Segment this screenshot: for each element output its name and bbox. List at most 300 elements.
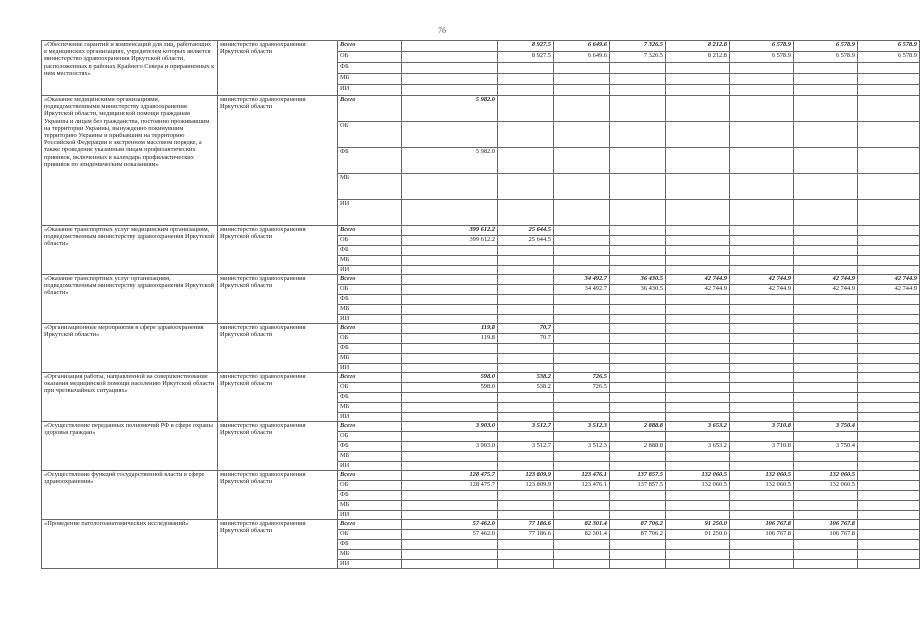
amount-cell	[554, 560, 610, 569]
amount-cell	[858, 471, 920, 481]
amount-cell	[498, 200, 554, 226]
amount-cell: 132 060.5	[794, 471, 858, 481]
amount-cell	[794, 491, 858, 501]
amount-cell	[402, 305, 498, 315]
amount-cell	[554, 550, 610, 560]
amount-cell	[610, 364, 666, 373]
amount-cell	[402, 452, 498, 462]
amount-cell: 132 060.5	[730, 481, 794, 491]
amount-cell	[730, 344, 794, 354]
amount-cell	[858, 491, 920, 501]
amount-cell: 399 612.2	[402, 236, 498, 246]
amount-cell: 3 710.8	[730, 422, 794, 432]
funding-source-label: МБ	[338, 354, 402, 364]
amount-cell	[402, 315, 498, 324]
amount-cell: 42 744.9	[666, 275, 730, 285]
amount-cell: 2 888.8	[610, 442, 666, 452]
amount-cell	[666, 383, 730, 393]
amount-cell	[554, 501, 610, 511]
amount-cell	[730, 354, 794, 364]
amount-cell	[610, 174, 666, 200]
amount-cell	[730, 266, 794, 275]
funding-source-label: ФБ	[338, 393, 402, 403]
amount-cell: 7 326.5	[610, 41, 666, 52]
amount-cell: 598.0	[402, 373, 498, 383]
funding-source-label: МБ	[338, 305, 402, 315]
amount-cell: 8 212.8	[666, 41, 730, 52]
executor-name: министерство здравоохранения Иркутской области	[218, 520, 338, 569]
amount-cell	[794, 148, 858, 174]
amount-cell	[554, 393, 610, 403]
amount-cell	[498, 246, 554, 256]
amount-cell	[794, 452, 858, 462]
amount-cell	[794, 236, 858, 246]
amount-cell: 8 212.8	[666, 52, 730, 63]
amount-cell	[666, 324, 730, 334]
amount-cell: 6 578.9	[858, 41, 920, 52]
amount-cell	[858, 122, 920, 148]
amount-cell	[858, 305, 920, 315]
amount-cell	[402, 275, 498, 285]
amount-cell	[402, 354, 498, 364]
amount-cell: 3 512.7	[498, 442, 554, 452]
amount-cell: 3 750.4	[794, 422, 858, 432]
amount-cell	[402, 403, 498, 413]
funding-source-label: ИИ	[338, 85, 402, 96]
amount-cell	[730, 560, 794, 569]
amount-cell	[554, 364, 610, 373]
amount-cell	[730, 174, 794, 200]
table-row	[42, 373, 920, 383]
amount-cell	[402, 74, 498, 85]
funding-source-label: ИИ	[338, 511, 402, 520]
amount-cell	[666, 236, 730, 246]
amount-cell	[730, 373, 794, 383]
amount-cell	[730, 501, 794, 511]
amount-cell	[858, 501, 920, 511]
amount-cell	[730, 324, 794, 334]
amount-cell	[858, 256, 920, 266]
amount-cell	[498, 462, 554, 471]
amount-cell	[730, 383, 794, 393]
amount-cell	[498, 96, 554, 122]
measure-name: «Проведение патологоанатомических исследований»	[42, 520, 218, 569]
amount-cell	[794, 174, 858, 200]
amount-cell: 3 750.4	[794, 442, 858, 452]
amount-cell: 6 649.6	[554, 41, 610, 52]
funding-source-label: ФБ	[338, 442, 402, 452]
amount-cell	[794, 295, 858, 305]
amount-cell	[794, 334, 858, 344]
amount-cell	[554, 256, 610, 266]
amount-cell	[794, 246, 858, 256]
amount-cell	[730, 74, 794, 85]
funding-source-label: ФБ	[338, 148, 402, 174]
amount-cell	[858, 96, 920, 122]
budget-table	[41, 40, 920, 569]
page-number: 76	[438, 26, 446, 35]
amount-cell: 77 186.6	[498, 530, 554, 540]
amount-cell	[794, 462, 858, 471]
amount-cell	[858, 383, 920, 393]
funding-source-label: ФБ	[338, 295, 402, 305]
amount-cell	[402, 41, 498, 52]
table-row	[42, 226, 920, 236]
amount-cell	[610, 236, 666, 246]
amount-cell	[554, 432, 610, 442]
amount-cell	[858, 354, 920, 364]
amount-cell: 3 903.0	[402, 422, 498, 432]
amount-cell: 36 430.5	[610, 285, 666, 295]
amount-cell	[666, 432, 730, 442]
amount-cell	[610, 550, 666, 560]
measure-name: «Осуществление переданных полномочий РФ в сфере охраны здоровья граждан»	[42, 422, 218, 471]
amount-cell	[402, 85, 498, 96]
funding-source-label: Всего	[338, 373, 402, 383]
amount-cell	[858, 334, 920, 344]
amount-cell	[666, 540, 730, 550]
amount-cell	[666, 246, 730, 256]
amount-cell	[730, 96, 794, 122]
funding-source-label: ИИ	[338, 413, 402, 422]
amount-cell	[666, 560, 730, 569]
amount-cell: 106 767.8	[730, 530, 794, 540]
amount-cell: 3 512.3	[554, 422, 610, 432]
funding-source-label: Всего	[338, 471, 402, 481]
amount-cell	[858, 174, 920, 200]
amount-cell	[498, 511, 554, 520]
amount-cell	[858, 344, 920, 354]
amount-cell	[402, 174, 498, 200]
amount-cell	[858, 550, 920, 560]
amount-cell: 399 612.2	[402, 226, 498, 236]
amount-cell: 8 927.5	[498, 52, 554, 63]
amount-cell	[730, 200, 794, 226]
amount-cell	[498, 501, 554, 511]
amount-cell: 3 653.2	[666, 422, 730, 432]
funding-source-label: МБ	[338, 550, 402, 560]
amount-cell: 42 744.9	[666, 285, 730, 295]
amount-cell	[402, 550, 498, 560]
amount-cell	[858, 364, 920, 373]
amount-cell	[666, 226, 730, 236]
amount-cell	[794, 540, 858, 550]
amount-cell	[498, 275, 554, 285]
amount-cell	[858, 560, 920, 569]
amount-cell: 106 767.8	[794, 520, 858, 530]
funding-source-label: ОБ	[338, 236, 402, 246]
amount-cell	[794, 256, 858, 266]
amount-cell	[666, 344, 730, 354]
amount-cell	[610, 324, 666, 334]
table-row	[42, 324, 920, 334]
amount-cell	[858, 63, 920, 74]
amount-cell	[794, 96, 858, 122]
amount-cell	[498, 364, 554, 373]
amount-cell	[666, 550, 730, 560]
amount-cell	[498, 432, 554, 442]
amount-cell	[858, 403, 920, 413]
amount-cell: 538.2	[498, 373, 554, 383]
amount-cell: 91 250.0	[666, 530, 730, 540]
executor-name: министерство здравоохранения Иркутской области	[218, 275, 338, 324]
funding-source-label: ОБ	[338, 530, 402, 540]
executor-name: министерство здравоохранения Иркутской области	[218, 373, 338, 422]
amount-cell	[794, 85, 858, 96]
amount-cell	[858, 520, 920, 530]
amount-cell	[730, 63, 794, 74]
amount-cell: 34 492.7	[554, 275, 610, 285]
amount-cell	[402, 200, 498, 226]
amount-cell	[858, 226, 920, 236]
amount-cell	[498, 354, 554, 364]
amount-cell	[666, 200, 730, 226]
amount-cell	[610, 452, 666, 462]
funding-source-label: ИИ	[338, 462, 402, 471]
amount-cell: 128 475.7	[402, 471, 498, 481]
amount-cell	[610, 511, 666, 520]
executor-name: министерство здравоохранения Иркутской области	[218, 324, 338, 373]
amount-cell	[402, 122, 498, 148]
amount-cell	[794, 63, 858, 74]
amount-cell: 5 982.0	[402, 96, 498, 122]
amount-cell	[554, 452, 610, 462]
amount-cell	[402, 246, 498, 256]
funding-source-label: ИИ	[338, 560, 402, 569]
amount-cell	[610, 334, 666, 344]
amount-cell: 132 060.5	[794, 481, 858, 491]
amount-cell	[554, 226, 610, 236]
amount-cell	[858, 462, 920, 471]
amount-cell	[730, 364, 794, 373]
amount-cell	[610, 226, 666, 236]
amount-cell	[858, 393, 920, 403]
amount-cell: 726.5	[554, 383, 610, 393]
amount-cell: 2 888.8	[610, 422, 666, 432]
amount-cell: 132 060.5	[730, 471, 794, 481]
funding-source-label: Всего	[338, 41, 402, 52]
amount-cell	[610, 246, 666, 256]
amount-cell	[858, 246, 920, 256]
amount-cell	[858, 74, 920, 85]
amount-cell	[498, 285, 554, 295]
amount-cell	[666, 462, 730, 471]
funding-source-label: МБ	[338, 452, 402, 462]
amount-cell	[666, 74, 730, 85]
amount-cell	[610, 393, 666, 403]
amount-cell	[730, 452, 794, 462]
funding-source-label: ФБ	[338, 540, 402, 550]
amount-cell	[554, 85, 610, 96]
amount-cell: 87 706.2	[610, 520, 666, 530]
funding-source-label: ФБ	[338, 344, 402, 354]
amount-cell	[794, 226, 858, 236]
amount-cell	[666, 148, 730, 174]
amount-cell: 25 644.5	[498, 226, 554, 236]
amount-cell: 42 744.9	[730, 285, 794, 295]
amount-cell	[610, 354, 666, 364]
amount-cell	[858, 236, 920, 246]
amount-cell: 42 744.9	[730, 275, 794, 285]
amount-cell: 6 578.9	[730, 52, 794, 63]
amount-cell	[554, 324, 610, 334]
amount-cell	[858, 324, 920, 334]
funding-source-label: ФБ	[338, 491, 402, 501]
amount-cell	[402, 393, 498, 403]
funding-source-label: Всего	[338, 96, 402, 122]
funding-source-label: МБ	[338, 174, 402, 200]
amount-cell	[730, 393, 794, 403]
funding-source-label: ИИ	[338, 315, 402, 324]
amount-cell	[794, 501, 858, 511]
amount-cell	[610, 501, 666, 511]
amount-cell	[730, 246, 794, 256]
funding-source-label: Всего	[338, 422, 402, 432]
amount-cell	[498, 403, 554, 413]
amount-cell: 25 644.5	[498, 236, 554, 246]
executor-name: министерство здравоохранения Иркутской области	[218, 422, 338, 471]
amount-cell	[666, 373, 730, 383]
amount-cell: 726.5	[554, 373, 610, 383]
funding-source-label: ОБ	[338, 285, 402, 295]
amount-cell: 91 250.0	[666, 520, 730, 530]
amount-cell	[498, 148, 554, 174]
amount-cell	[498, 295, 554, 305]
amount-cell	[402, 256, 498, 266]
amount-cell	[498, 540, 554, 550]
amount-cell	[730, 236, 794, 246]
amount-cell	[402, 462, 498, 471]
amount-cell	[402, 344, 498, 354]
measure-name: «Организационные мероприятия в сфере здравоохранения Иркутской области»	[42, 324, 218, 373]
amount-cell	[610, 63, 666, 74]
funding-source-label: ИИ	[338, 364, 402, 373]
amount-cell	[554, 511, 610, 520]
amount-cell: 57 462.0	[402, 530, 498, 540]
measure-name: «Оказание транспортных услуг медицинским организациям, подведомственным министерству здравоохранения Иркутской области»	[42, 226, 218, 275]
executor-name: министерство здравоохранения Иркутской области	[218, 471, 338, 520]
amount-cell: 57 462.0	[402, 520, 498, 530]
amount-cell	[610, 413, 666, 422]
amount-cell: 106 767.8	[730, 520, 794, 530]
amount-cell	[858, 295, 920, 305]
amount-cell	[666, 491, 730, 501]
measure-name: «Оказание транспортных услуг организациям, подведомственным министерству здравоохранения Иркутской области»	[42, 275, 218, 324]
amount-cell	[498, 85, 554, 96]
amount-cell	[402, 52, 498, 63]
funding-source-label: Всего	[338, 226, 402, 236]
amount-cell: 3 512.3	[554, 442, 610, 452]
amount-cell	[498, 63, 554, 74]
amount-cell	[610, 315, 666, 324]
amount-cell	[610, 373, 666, 383]
amount-cell	[858, 85, 920, 96]
amount-cell	[498, 560, 554, 569]
funding-source-label: ФБ	[338, 63, 402, 74]
amount-cell	[730, 226, 794, 236]
funding-source-label: ИИ	[338, 200, 402, 226]
amount-cell	[554, 174, 610, 200]
amount-cell	[610, 148, 666, 174]
amount-cell: 3 653.2	[666, 442, 730, 452]
amount-cell	[402, 540, 498, 550]
amount-cell	[794, 315, 858, 324]
amount-cell: 34 492.7	[554, 285, 610, 295]
funding-source-label: МБ	[338, 501, 402, 511]
amount-cell	[554, 344, 610, 354]
amount-cell	[402, 413, 498, 422]
amount-cell	[794, 200, 858, 226]
amount-cell	[794, 403, 858, 413]
amount-cell	[610, 560, 666, 569]
amount-cell	[554, 266, 610, 275]
amount-cell	[730, 334, 794, 344]
amount-cell	[610, 403, 666, 413]
amount-cell: 3 512.7	[498, 422, 554, 432]
amount-cell	[402, 491, 498, 501]
measure-name: «Обеспечение гарантий и компенсаций для лиц, работающих в медицинских организациях, учредителем которых является министерство здравоохранения Иркутской области, расположенных в районах Крайнего Севера и приравненных к ним местностях»	[42, 41, 218, 96]
table-row	[42, 96, 920, 122]
amount-cell	[610, 85, 666, 96]
amount-cell	[498, 491, 554, 501]
funding-source-label: ИИ	[338, 266, 402, 275]
amount-cell	[858, 315, 920, 324]
amount-cell	[554, 334, 610, 344]
amount-cell: 87 706.2	[610, 530, 666, 540]
amount-cell	[858, 452, 920, 462]
amount-cell	[666, 85, 730, 96]
amount-cell	[402, 295, 498, 305]
amount-cell: 6 578.9	[858, 52, 920, 63]
amount-cell	[858, 266, 920, 275]
funding-source-label: Всего	[338, 324, 402, 334]
amount-cell	[402, 501, 498, 511]
amount-cell	[666, 413, 730, 422]
amount-cell	[794, 550, 858, 560]
amount-cell	[794, 354, 858, 364]
amount-cell: 8 927.5	[498, 41, 554, 52]
amount-cell: 137 857.5	[610, 471, 666, 481]
amount-cell	[794, 393, 858, 403]
amount-cell	[554, 413, 610, 422]
executor-name: министерство здравоохранения Иркутской области	[218, 226, 338, 275]
amount-cell	[666, 174, 730, 200]
amount-cell	[554, 295, 610, 305]
amount-cell	[730, 85, 794, 96]
table-row	[42, 471, 920, 481]
amount-cell: 119.8	[402, 324, 498, 334]
funding-source-label: МБ	[338, 256, 402, 266]
amount-cell	[610, 74, 666, 85]
amount-cell: 123 809.9	[498, 481, 554, 491]
amount-cell: 82 301.4	[554, 530, 610, 540]
table-row	[42, 520, 920, 530]
amount-cell: 6 578.9	[794, 41, 858, 52]
amount-cell: 36 430.5	[610, 275, 666, 285]
amount-cell	[858, 413, 920, 422]
amount-cell: 7 326.5	[610, 52, 666, 63]
amount-cell	[730, 305, 794, 315]
amount-cell	[610, 344, 666, 354]
amount-cell: 3 903.0	[402, 442, 498, 452]
amount-cell	[666, 295, 730, 305]
amount-cell	[730, 403, 794, 413]
amount-cell	[794, 74, 858, 85]
amount-cell	[666, 364, 730, 373]
amount-cell	[498, 305, 554, 315]
measure-name: «Осуществление функций государственной власти в сфере здравоохранения»	[42, 471, 218, 520]
executor-name: министерство здравоохранения Иркутской области	[218, 96, 338, 226]
